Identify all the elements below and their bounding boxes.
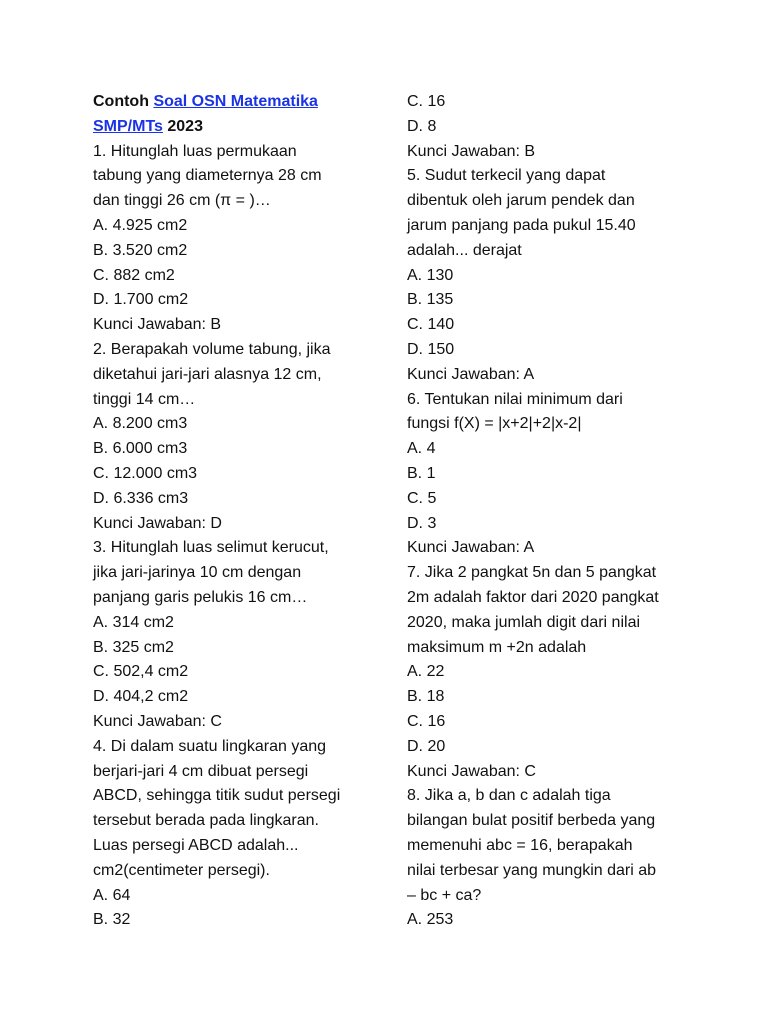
right-text-line: Kunci Jawaban: C	[407, 762, 536, 780]
right-text-line: 2020, maka jumlah digit dari nilai	[407, 613, 641, 631]
left-text-line: 3. Hitunglah luas selimut kerucut,	[93, 539, 329, 557]
left-text-line: B. 3.520 cm2	[93, 241, 188, 259]
left-text-line: tabung yang diameternya 28 cm	[93, 167, 322, 185]
left-text-line: C. 882 cm2	[93, 266, 175, 284]
right-text-line: Kunci Jawaban: B	[407, 142, 536, 160]
right-text-line: maksimum m +2n adalah	[407, 638, 587, 656]
left-text-line: Luas persegi ABCD adalah...	[93, 836, 299, 854]
osn-link-part-1[interactable]: Soal OSN Matematika	[153, 93, 318, 110]
left-column	[93, 90, 365, 933]
right-text-line: C. 140	[407, 316, 455, 334]
left-text-line: D. 1.700 cm2	[93, 291, 189, 309]
right-text-line: bilangan bulat positif berbeda yang	[407, 812, 656, 830]
left-text-line: A. 314 cm2	[93, 613, 174, 631]
document-title-line-1	[93, 90, 365, 115]
right-text-line: 5. Sudut terkecil yang dapat	[407, 167, 606, 185]
left-text-line: A. 8.200 cm3	[93, 415, 188, 433]
right-text-line: Kunci Jawaban: A	[407, 539, 535, 557]
left-text-line: A. 4.925 cm2	[93, 216, 188, 234]
left-text-line: 2. Berapakah volume tabung, jika	[93, 340, 331, 358]
right-text-line: A. 253	[407, 911, 454, 929]
right-text-lines	[407, 90, 687, 933]
right-text-line: B. 135	[407, 291, 454, 309]
left-text-line: B. 325 cm2	[93, 638, 174, 656]
left-text-line: B. 32	[93, 911, 131, 929]
left-text-line: 1. Hitunglah luas permukaan	[93, 142, 297, 160]
right-text-line: adalah... derajat	[407, 241, 522, 259]
left-text-line: D. 404,2 cm2	[93, 688, 189, 706]
left-text-line: C. 502,4 cm2	[93, 663, 189, 681]
right-text-line: 7. Jika 2 pangkat 5n dan 5 pangkat	[407, 564, 657, 582]
right-text-line: B. 1	[407, 464, 436, 482]
left-text-line: Kunci Jawaban: D	[93, 514, 222, 532]
right-text-line: B. 18	[407, 688, 445, 706]
right-text-line: A. 22	[407, 663, 445, 681]
title-prefix: Contoh	[93, 93, 149, 110]
right-text-line: C. 16	[407, 712, 446, 730]
left-text-line: diketahui jari-jari alasnya 12 cm,	[93, 365, 322, 383]
right-text-line: dibentuk oleh jarum pendek dan	[407, 192, 635, 210]
right-text-line: D. 3	[407, 514, 437, 532]
left-text-line: D. 6.336 cm3	[93, 489, 189, 507]
right-column	[407, 90, 687, 933]
right-text-line: – bc + ca?	[407, 886, 482, 904]
right-text-line: D. 8	[407, 117, 437, 135]
left-text-line: 4. Di dalam suatu lingkaran yang	[93, 737, 327, 755]
left-text-lines	[93, 140, 365, 934]
title-suffix: 2023	[162, 117, 203, 135]
left-text-line: C. 12.000 cm3	[93, 464, 198, 482]
left-text-line: Kunci Jawaban: C	[93, 712, 222, 730]
right-text-line: C. 5	[407, 489, 437, 507]
right-text-line: 6. Tentukan nilai minimum dari	[407, 390, 623, 408]
left-text-line: ABCD, sehingga titik sudut persegi	[93, 787, 341, 805]
document-title-line-2	[93, 115, 365, 140]
right-text-line: D. 20	[407, 737, 446, 755]
left-text-line: tersebut berada pada lingkaran.	[93, 812, 319, 830]
left-text-line: jika jari-jarinya 10 cm dengan	[93, 564, 302, 582]
right-text-line: memenuhi abc = 16, berapakah	[407, 836, 633, 854]
left-text-line: A. 64	[93, 886, 131, 904]
left-text-line: B. 6.000 cm3	[93, 440, 188, 458]
left-text-line: panjang garis pelukis 16 cm…	[93, 588, 308, 606]
left-text-line: berjari-jari 4 cm dibuat persegi	[93, 762, 309, 780]
right-text-line: A. 130	[407, 266, 454, 284]
right-text-line: Kunci Jawaban: A	[407, 365, 535, 383]
right-text-line: A. 4	[407, 440, 436, 458]
left-text-line: tinggi 14 cm…	[93, 390, 196, 408]
right-text-line: 8. Jika a, b dan c adalah tiga	[407, 787, 611, 805]
right-text-line: D. 150	[407, 340, 455, 358]
osn-link-part-2[interactable]: SMP/MTs	[93, 117, 163, 135]
left-text-line: dan tinggi 26 cm (π = )…	[93, 192, 271, 210]
right-text-line: fungsi f(X) = |x+2|+2|x-2|	[407, 415, 582, 433]
left-text-line: Kunci Jawaban: B	[93, 316, 222, 334]
left-text-line: cm2(centimeter persegi).	[93, 861, 270, 879]
right-text-line: C. 16	[407, 93, 446, 110]
right-text-line: 2m adalah faktor dari 2020 pangkat	[407, 588, 659, 606]
right-text-line: jarum panjang pada pukul 15.40	[407, 216, 636, 234]
right-text-line: nilai terbesar yang mungkin dari ab	[407, 861, 657, 879]
